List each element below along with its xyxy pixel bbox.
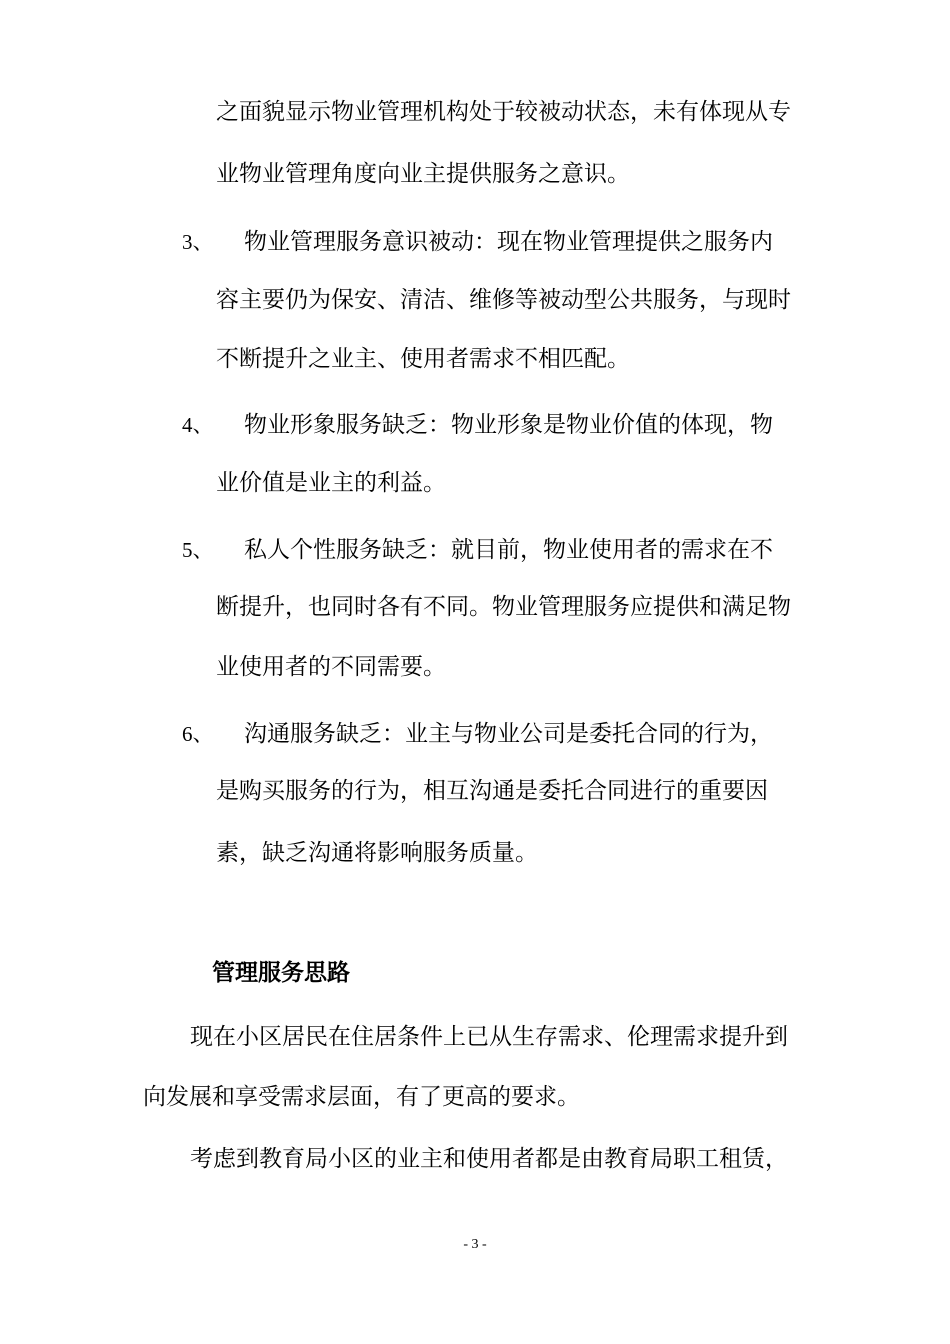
- list-item-line: 物业形象服务缺乏：物业形象是物业价值的体现，物: [244, 412, 773, 438]
- list-item-line: 素，缺乏沟通将影响服务质量。: [216, 840, 538, 866]
- list-item-line: 容主要仍为保安、清洁、维修等被动型公共服务，与现时: [216, 287, 791, 313]
- list-item-number: 5、: [182, 538, 214, 562]
- section-heading: 管理服务思路: [212, 960, 350, 986]
- continuation-line: 业物业管理角度向业主提供服务之意识。: [216, 161, 630, 187]
- paragraph-line: 向发展和享受需求层面，有了更高的要求。: [143, 1084, 580, 1110]
- list-item-line: 不断提升之业主、使用者需求不相匹配。: [216, 346, 630, 372]
- list-item-line: 是购买服务的行为，相互沟通是委托合同进行的重要因: [216, 778, 768, 804]
- list-item-line: 私人个性服务缺乏：就目前，物业使用者的需求在不: [244, 537, 773, 563]
- paragraph-line: 考虑到教育局小区的业主和使用者都是由教育局职工租赁，: [190, 1146, 788, 1172]
- list-item-line: 业价值是业主的利益。: [216, 470, 446, 496]
- list-item-line: 物业管理服务意识被动：现在物业管理提供之服务内: [244, 229, 773, 255]
- paragraph-line: 现在小区居民在住居条件上已从生存需求、伦理需求提升到: [190, 1024, 788, 1050]
- list-item-line: 沟通服务缺乏：业主与物业公司是委托合同的行为，: [244, 721, 773, 747]
- continuation-line: 之面貌显示物业管理机构处于较被动状态，未有体现从专: [216, 99, 791, 125]
- list-item-line: 业使用者的不同需要。: [216, 654, 446, 680]
- page-number: - 3 -: [463, 1237, 487, 1252]
- list-item-number: 3、: [182, 230, 214, 254]
- list-item-line: 断提升，也同时各有不同。物业管理服务应提供和满足物: [216, 594, 791, 620]
- list-item-number: 6、: [182, 722, 214, 746]
- list-item-number: 4、: [182, 413, 214, 437]
